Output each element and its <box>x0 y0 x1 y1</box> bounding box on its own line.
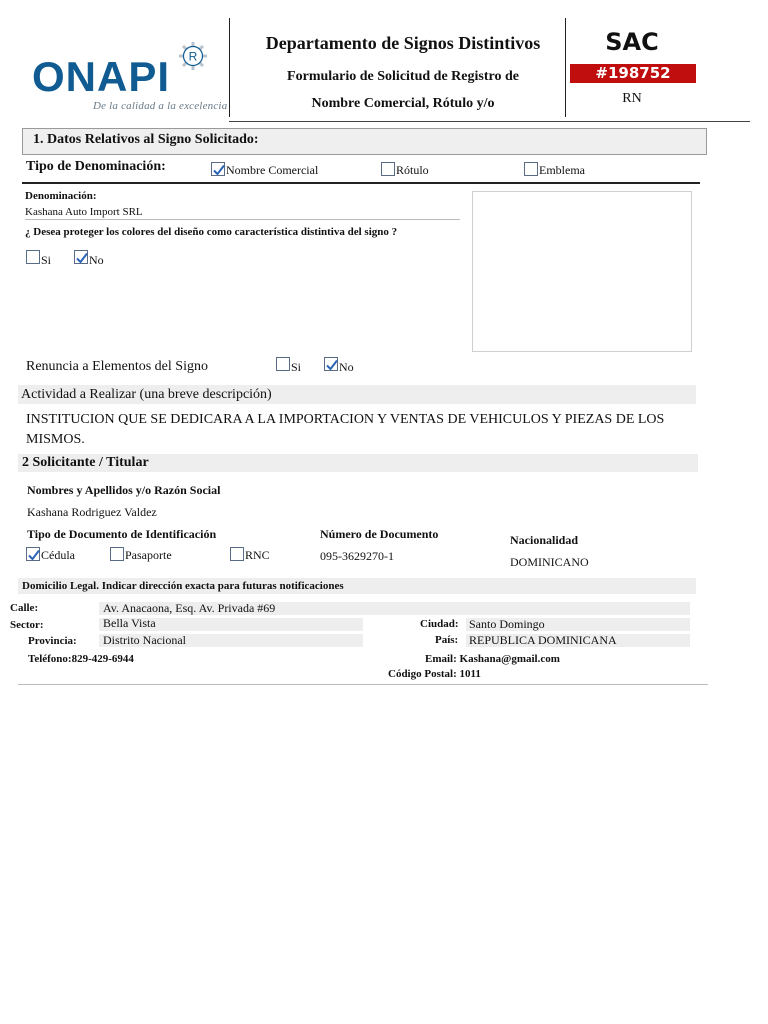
checkbox-rnc[interactable] <box>230 547 244 561</box>
checkbox-nombre-comercial[interactable] <box>211 162 225 176</box>
section1-title: 1. Datos Relativos al Signo Solicitado: <box>33 132 259 147</box>
provincia-label: Provincia: <box>28 635 77 647</box>
denominacion-label: Denominación: <box>25 190 97 202</box>
pais-label: País: <box>435 634 459 646</box>
rn-label: RN <box>622 91 642 106</box>
colores-question: ¿ Desea proteger los colores del diseño como característica distintiva del signo ? <box>25 226 398 238</box>
renuncia-si-label: Si <box>291 360 302 374</box>
ciudad-value: Santo Domingo <box>469 617 545 631</box>
calle-label: Calle: <box>10 602 39 614</box>
sign-image-box <box>472 191 692 352</box>
renuncia-no-label: No <box>339 360 354 374</box>
logo-tagline: De la calidad a la excelencia <box>93 100 228 112</box>
provincia-value: Distrito Nacional <box>103 633 186 647</box>
checkbox-colores-si[interactable] <box>26 250 40 264</box>
registered-mark-icon <box>178 41 208 71</box>
option-nombre-comercial-label: Nombre Comercial <box>226 163 319 177</box>
email-value: Email: Kashana@gmail.com <box>425 653 560 665</box>
nombres-label: Nombres y Apellidos y/o Razón Social <box>27 483 221 497</box>
option-emblema-label: Emblema <box>539 163 585 177</box>
page-subtitle-line1: Formulario de Solicitud de Registro de <box>287 69 519 84</box>
checkbox-rotulo[interactable] <box>381 162 395 176</box>
header-bottom-rule <box>229 121 750 122</box>
checkbox-renuncia-no[interactable] <box>324 357 338 371</box>
onapi-logo: ONAPI <box>32 53 171 100</box>
header-divider-left <box>229 18 230 117</box>
section2-title: 2 Solicitante / Titular <box>22 455 149 470</box>
pasaporte-label: Pasaporte <box>125 548 172 562</box>
checkbox-emblema[interactable] <box>524 162 538 176</box>
denominacion-value: Kashana Auto Import SRL <box>25 206 143 218</box>
calle-value: Av. Anacaona, Esq. Av. Privada #69 <box>103 601 276 615</box>
nacionalidad-label: Nacionalidad <box>510 533 579 547</box>
domicilio-title: Domicilio Legal. Indicar dirección exacta para futuras notificaciones <box>22 580 344 592</box>
sector-value: Bella Vista <box>103 616 156 630</box>
colores-no-label: No <box>89 253 104 267</box>
checkbox-colores-no[interactable] <box>74 250 88 264</box>
num-doc-value: 095-3629270-1 <box>320 549 394 563</box>
sac-number-badge: #198752 <box>570 64 696 83</box>
renuncia-label: Renuncia a Elementos del Signo <box>26 359 208 374</box>
sector-label: Sector: <box>10 619 44 631</box>
tipo-doc-label: Tipo de Documento de Identificación <box>27 527 217 541</box>
telefono-value: Teléfono:829-429-6944 <box>28 653 134 665</box>
nacionalidad-value: DOMINICANO <box>510 555 589 569</box>
checkbox-pasaporte[interactable] <box>110 547 124 561</box>
checkbox-cedula[interactable] <box>26 547 40 561</box>
cedula-label: Cédula <box>41 548 75 562</box>
ciudad-label: Ciudad: <box>420 618 459 630</box>
codigo-postal-value: Código Postal: 1011 <box>388 668 481 680</box>
denominacion-underline <box>25 219 460 220</box>
registered-mark-letter: R <box>188 49 198 64</box>
option-rotulo-label: Rótulo <box>396 163 429 177</box>
tipo-denominacion-label: Tipo de Denominación: <box>26 159 166 174</box>
page-title: Departamento de Signos Distintivos <box>265 33 541 53</box>
pais-value: REPUBLICA DOMINICANA <box>469 633 617 647</box>
checkbox-renuncia-si[interactable] <box>276 357 290 371</box>
colores-si-label: Si <box>41 253 52 267</box>
num-doc-label: Número de Documento <box>320 527 439 541</box>
form-bottom-rule <box>18 684 708 685</box>
rnc-label: RNC <box>245 548 270 562</box>
actividad-title: Actividad a Realizar (una breve descripción) <box>21 387 272 402</box>
nombres-value: Kashana Rodriguez Valdez <box>27 505 157 519</box>
sac-label: SAC <box>605 28 659 56</box>
section1-rule <box>22 182 700 184</box>
actividad-description: INSTITUCION QUE SE DEDICARA A LA IMPORTACION Y VENTAS DE VEHICULOS Y PIEZAS DE LOS MISMOS. <box>26 412 665 447</box>
page-subtitle-line2: Nombre Comercial, Rótulo y/o <box>311 96 495 111</box>
